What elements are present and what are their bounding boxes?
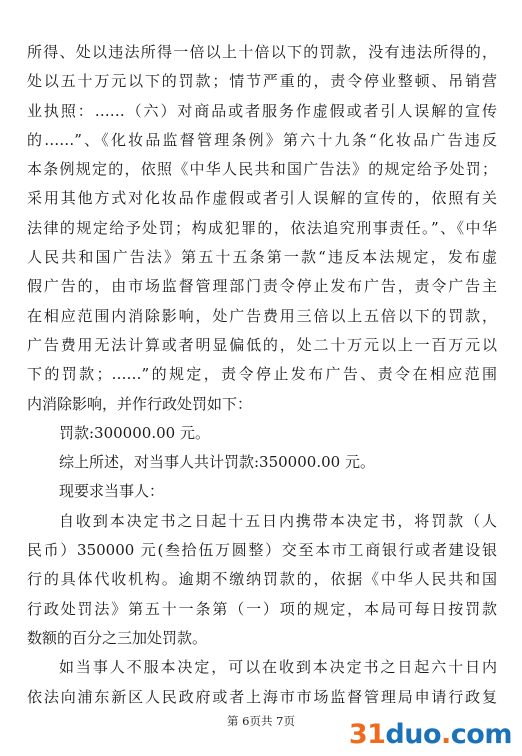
body-line: 行政处罚法》第五十一条第（一）项的规定，本局可每日按罚款: [27, 599, 497, 618]
body-line: 依法向浦东新区人民政府或者上海市市场监督管理局申请行政复: [27, 687, 497, 706]
document-body: [27, 38, 497, 712]
body-line: 所得、处以违法所得一倍以上十倍以下的罚款，没有违法所得的，: [27, 43, 497, 61]
body-line: 民币）350000 元(叁拾伍万圆整）交至本市工商银行或者建设银: [27, 541, 497, 560]
body-line: 广告费用无法计算或者明显偏低的，处二十万元以上一百万元以: [27, 335, 497, 354]
fine-amount-line: 罚款:300000.00 元。: [59, 423, 210, 442]
watermark-dot: .: [441, 719, 451, 750]
body-line: 在相应范围内消除影响，处广告费用三倍以上五倍以下的罚款，: [27, 306, 497, 325]
watermark-word: duo: [385, 719, 442, 750]
body-line: 内消除影响，并作行政处罚如下：: [27, 394, 253, 413]
page-number: 第 6页共 7页: [227, 714, 295, 728]
requirement-heading: 现要求当事人：: [59, 482, 165, 501]
body-line: 业执照：……（六）对商品或者服务作虚假或者引人误解的宣传: [27, 101, 497, 120]
body-line: 的……”、《化妆品监督管理条例》第六十九条“化妆品广告违反: [27, 130, 497, 149]
body-line: 法律的规定给予处罚；构成犯罪的，依法追究刑事责任。”、《中华: [27, 218, 497, 237]
body-line: 数额的百分之三加处罚款。: [27, 628, 208, 647]
body-line: 自收到本决定书之日起十五日内携带本决定书，将罚款（人: [59, 511, 497, 530]
total-fine-line: 综上所述，对当事人共计罚款:350000.00 元。: [59, 453, 375, 472]
watermark-number: 31: [348, 719, 386, 750]
body-line: 采用其他方式对化妆品作虚假或者引人误解的宣传的，依照有关: [27, 189, 497, 208]
site-watermark-logo: [349, 719, 512, 750]
body-line: 处以五十万元以下的罚款；情节严重的，责令停业整顿、吊销营: [27, 72, 497, 91]
body-line: 行的具体代收机构。逾期不缴纳罚款的，依据《中华人民共和国: [27, 570, 497, 589]
body-line: 本条例规定的，依照《中华人民共和国广告法》的规定给予处罚；: [27, 160, 497, 179]
body-line: 下的罚款；……”的规定，责令停止发布广告、责令在相应范围: [27, 365, 497, 384]
body-line: 如当事人不服本决定，可以在收到本决定书之日起六十日内: [59, 658, 497, 677]
body-line: 人民共和国广告法》第五十五条第一款“违反本法规定，发布虚: [27, 248, 497, 267]
body-line: 假广告的，由市场监督管理部门责令停止发布广告，责令广告主: [27, 277, 497, 296]
watermark-tld: com: [450, 719, 512, 750]
